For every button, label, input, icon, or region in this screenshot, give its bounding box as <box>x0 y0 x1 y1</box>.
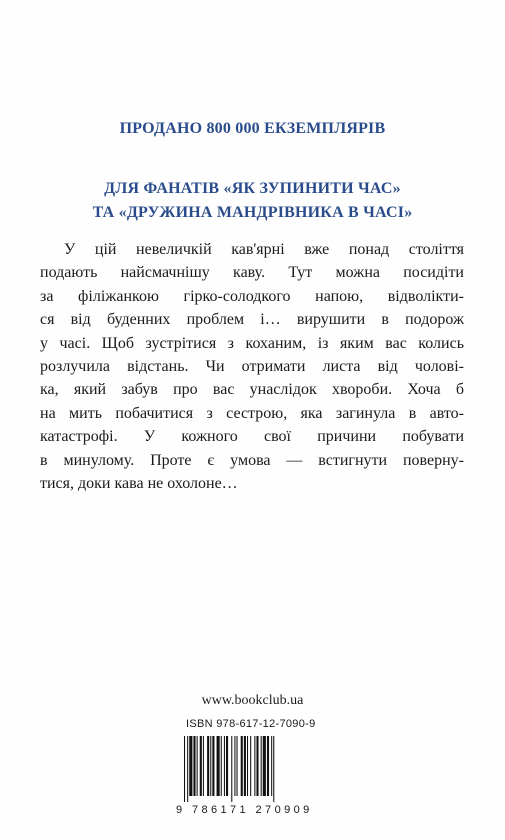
barcode-bar <box>247 736 248 796</box>
isbn-number: ISBN 978-617-12-7090-9 <box>186 718 316 730</box>
sales-headline: ПРОДАНО 800 000 ЕКЗЕМПЛЯРІВ <box>119 120 386 137</box>
barcode-bar <box>267 736 269 796</box>
blurb-line: ся від буденних проблем і… вирушити в подорож <box>40 311 464 329</box>
barcode-bar <box>256 736 258 796</box>
blurb-line: в минулому. Проте є умова — встигнути поверну- <box>40 451 464 469</box>
barcode-bar <box>254 736 255 796</box>
barcode-bar <box>224 736 225 796</box>
blurb-line: за філіжанкою гірко-солодкого напою, відволікти- <box>40 287 464 305</box>
blurb-line: розлучила відстань. Чи отримати листа від чолові- <box>40 358 464 376</box>
barcode-bar <box>250 736 251 796</box>
blurb-line: на мить побачитися з сестрою, яка загинула в авто- <box>40 404 464 422</box>
fans-headline-line-1: ДЛЯ ФАНАТІВ «ЯК ЗУПИНИТИ ЧАС» <box>104 180 401 197</box>
barcode-bar <box>234 736 235 796</box>
blurb-line: катастрофі. У кожного свої причини побувати <box>40 428 464 446</box>
fans-headline <box>0 177 505 225</box>
barcode-bar <box>263 736 266 796</box>
barcode-bar <box>184 736 185 802</box>
barcode-bar <box>212 736 214 796</box>
barcode-bar <box>241 736 243 796</box>
barcode-bar <box>217 736 220 796</box>
barcode-bar <box>210 736 211 796</box>
publisher-website: www.bookclub.ua <box>201 693 304 708</box>
barcode-bar <box>221 736 222 796</box>
barcode-bar <box>237 736 238 796</box>
barcode-bar <box>200 736 202 796</box>
barcode-bar <box>273 736 274 802</box>
barcode-bar <box>197 736 198 796</box>
blurb-line: ка, який забув про вас унаслідок хвороби. Хоча б <box>40 381 464 399</box>
blurb-paragraph <box>40 238 464 495</box>
barcode-bar <box>189 736 192 796</box>
barcode-bar <box>271 736 272 796</box>
barcode-bar <box>226 736 228 796</box>
barcode-bar <box>207 736 209 796</box>
blurb-line: тися, доки кава не охолоне… <box>40 475 238 493</box>
blurb-line: У цій невеличкій кав'ярні вже понад століття <box>64 241 464 258</box>
barcode-bar <box>231 736 232 802</box>
fans-headline-line-2: ТА «ДРУЖИНА МАНДРІВНИКА В ЧАСІ» <box>92 204 413 221</box>
blurb-line: у часі. Щоб зустрітися з коханим, із яким вас колись <box>40 334 464 352</box>
barcode-bar <box>187 736 188 802</box>
barcode-bar <box>193 736 195 796</box>
barcode-digits: 9 786171 270909 <box>176 804 313 816</box>
barcode-bar <box>244 736 246 796</box>
barcode-bar <box>261 736 262 796</box>
barcode-bar <box>203 736 204 796</box>
barcode <box>180 736 330 802</box>
blurb-line: подають найсмачнішу каву. Тут можна посидіти <box>40 264 464 282</box>
